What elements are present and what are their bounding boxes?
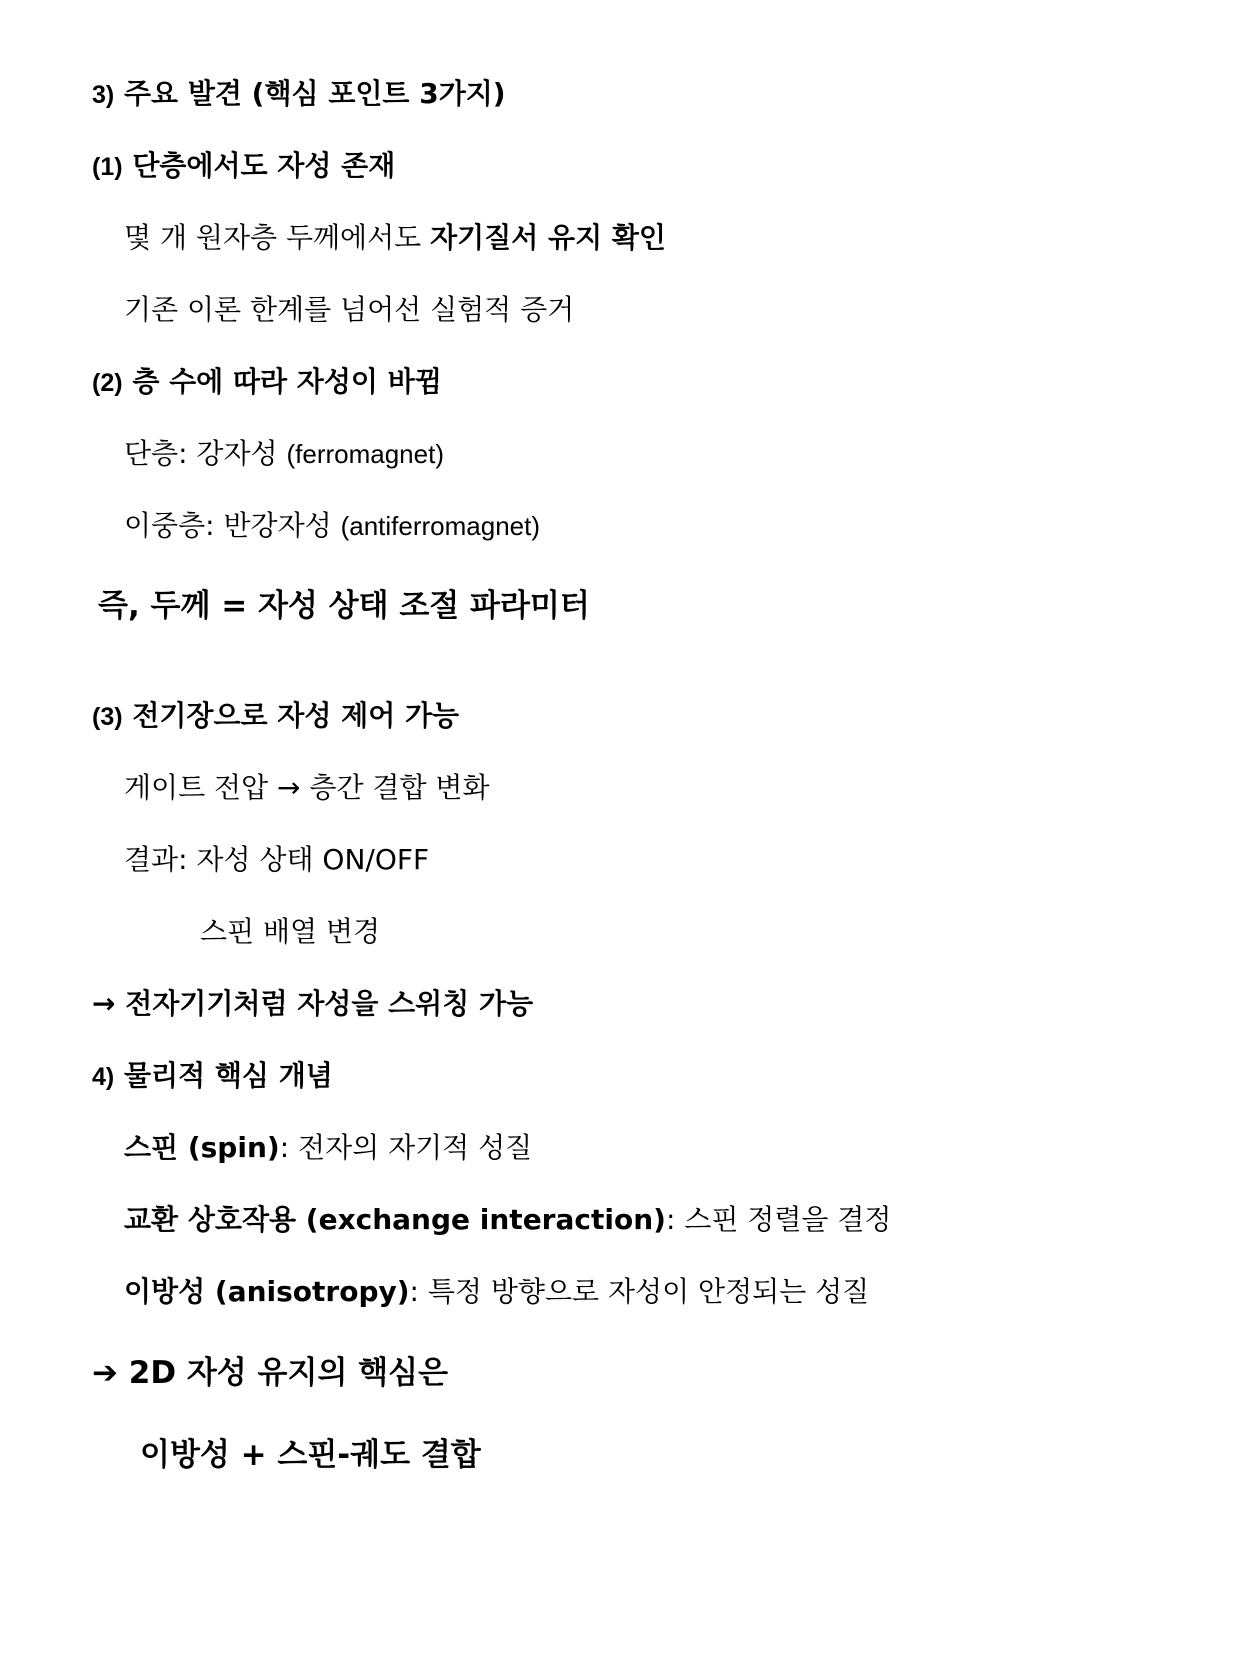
finding-3-result: 결과: 자성 상태 ON/OFF: [124, 843, 430, 876]
finding-3-result-line-2: 스핀 배열 변경: [200, 915, 381, 948]
finding-3-heading: [92, 699, 460, 732]
monolayer-label: 단층: 강자성: [124, 437, 287, 470]
finding-1-line-1-bold: 자기질서 유지 확인: [430, 221, 666, 254]
finding-1-line-1: [124, 221, 666, 254]
finding-number: (2): [92, 369, 123, 397]
section-title: 주요 발견 (핵심 포인트 3가지): [123, 77, 506, 110]
concept-description: : 스핀 정렬을 결정: [665, 1203, 892, 1236]
finding-title: 전기장으로 자성 제어 가능: [132, 699, 460, 732]
concept-item: [124, 1203, 892, 1236]
bilayer-english: (antiferromagnet): [340, 511, 540, 541]
final-conclusion-line-2: 이방성 + 스핀-궤도 결합: [140, 1437, 481, 1473]
section-number: 4): [92, 1063, 115, 1091]
concept-item: [124, 1275, 870, 1308]
finding-number: (1): [92, 153, 123, 181]
finding-title: 층 수에 따라 자성이 바뀜: [132, 365, 442, 398]
monolayer-english: (ferromagnet): [286, 439, 444, 469]
finding-3-line-1: 게이트 전압 → 층간 결합 변화: [124, 771, 490, 804]
concept-term: 스핀 (spin): [124, 1131, 280, 1164]
concept-term: 교환 상호작용 (exchange interaction): [124, 1203, 666, 1236]
finding-1-heading: [92, 149, 396, 182]
concept-item: [124, 1131, 533, 1164]
section-4-heading: [92, 1059, 333, 1092]
section-title: 물리적 핵심 개념: [123, 1059, 333, 1092]
section-number: 3): [92, 81, 115, 109]
monolayer-line: [124, 437, 444, 470]
finding-1-line-2: 기존 이론 한계를 넘어선 실험적 증거: [124, 293, 575, 326]
bilayer-line: [124, 509, 540, 542]
final-conclusion-line-1: ➔ 2D 자성 유지의 핵심은: [92, 1355, 449, 1391]
finding-title: 단층에서도 자성 존재: [132, 149, 396, 182]
finding-number: (3): [92, 703, 123, 731]
bilayer-label: 이중층: 반강자성: [124, 509, 341, 542]
finding-1-line-1-plain: 몇 개 원자층 두께에서도: [124, 221, 431, 254]
concept-description: : 특정 방향으로 자성이 안정되는 성질: [409, 1275, 870, 1308]
finding-2-heading: [92, 365, 442, 398]
concept-description: : 전자의 자기적 성질: [279, 1131, 533, 1164]
finding-3-conclusion: → 전자기기처럼 자성을 스위칭 가능: [92, 987, 534, 1020]
concept-term: 이방성 (anisotropy): [124, 1275, 410, 1308]
finding-2-summary: 즉, 두께 = 자성 상태 조절 파라미터: [98, 588, 590, 624]
section-3-heading: [92, 77, 506, 110]
